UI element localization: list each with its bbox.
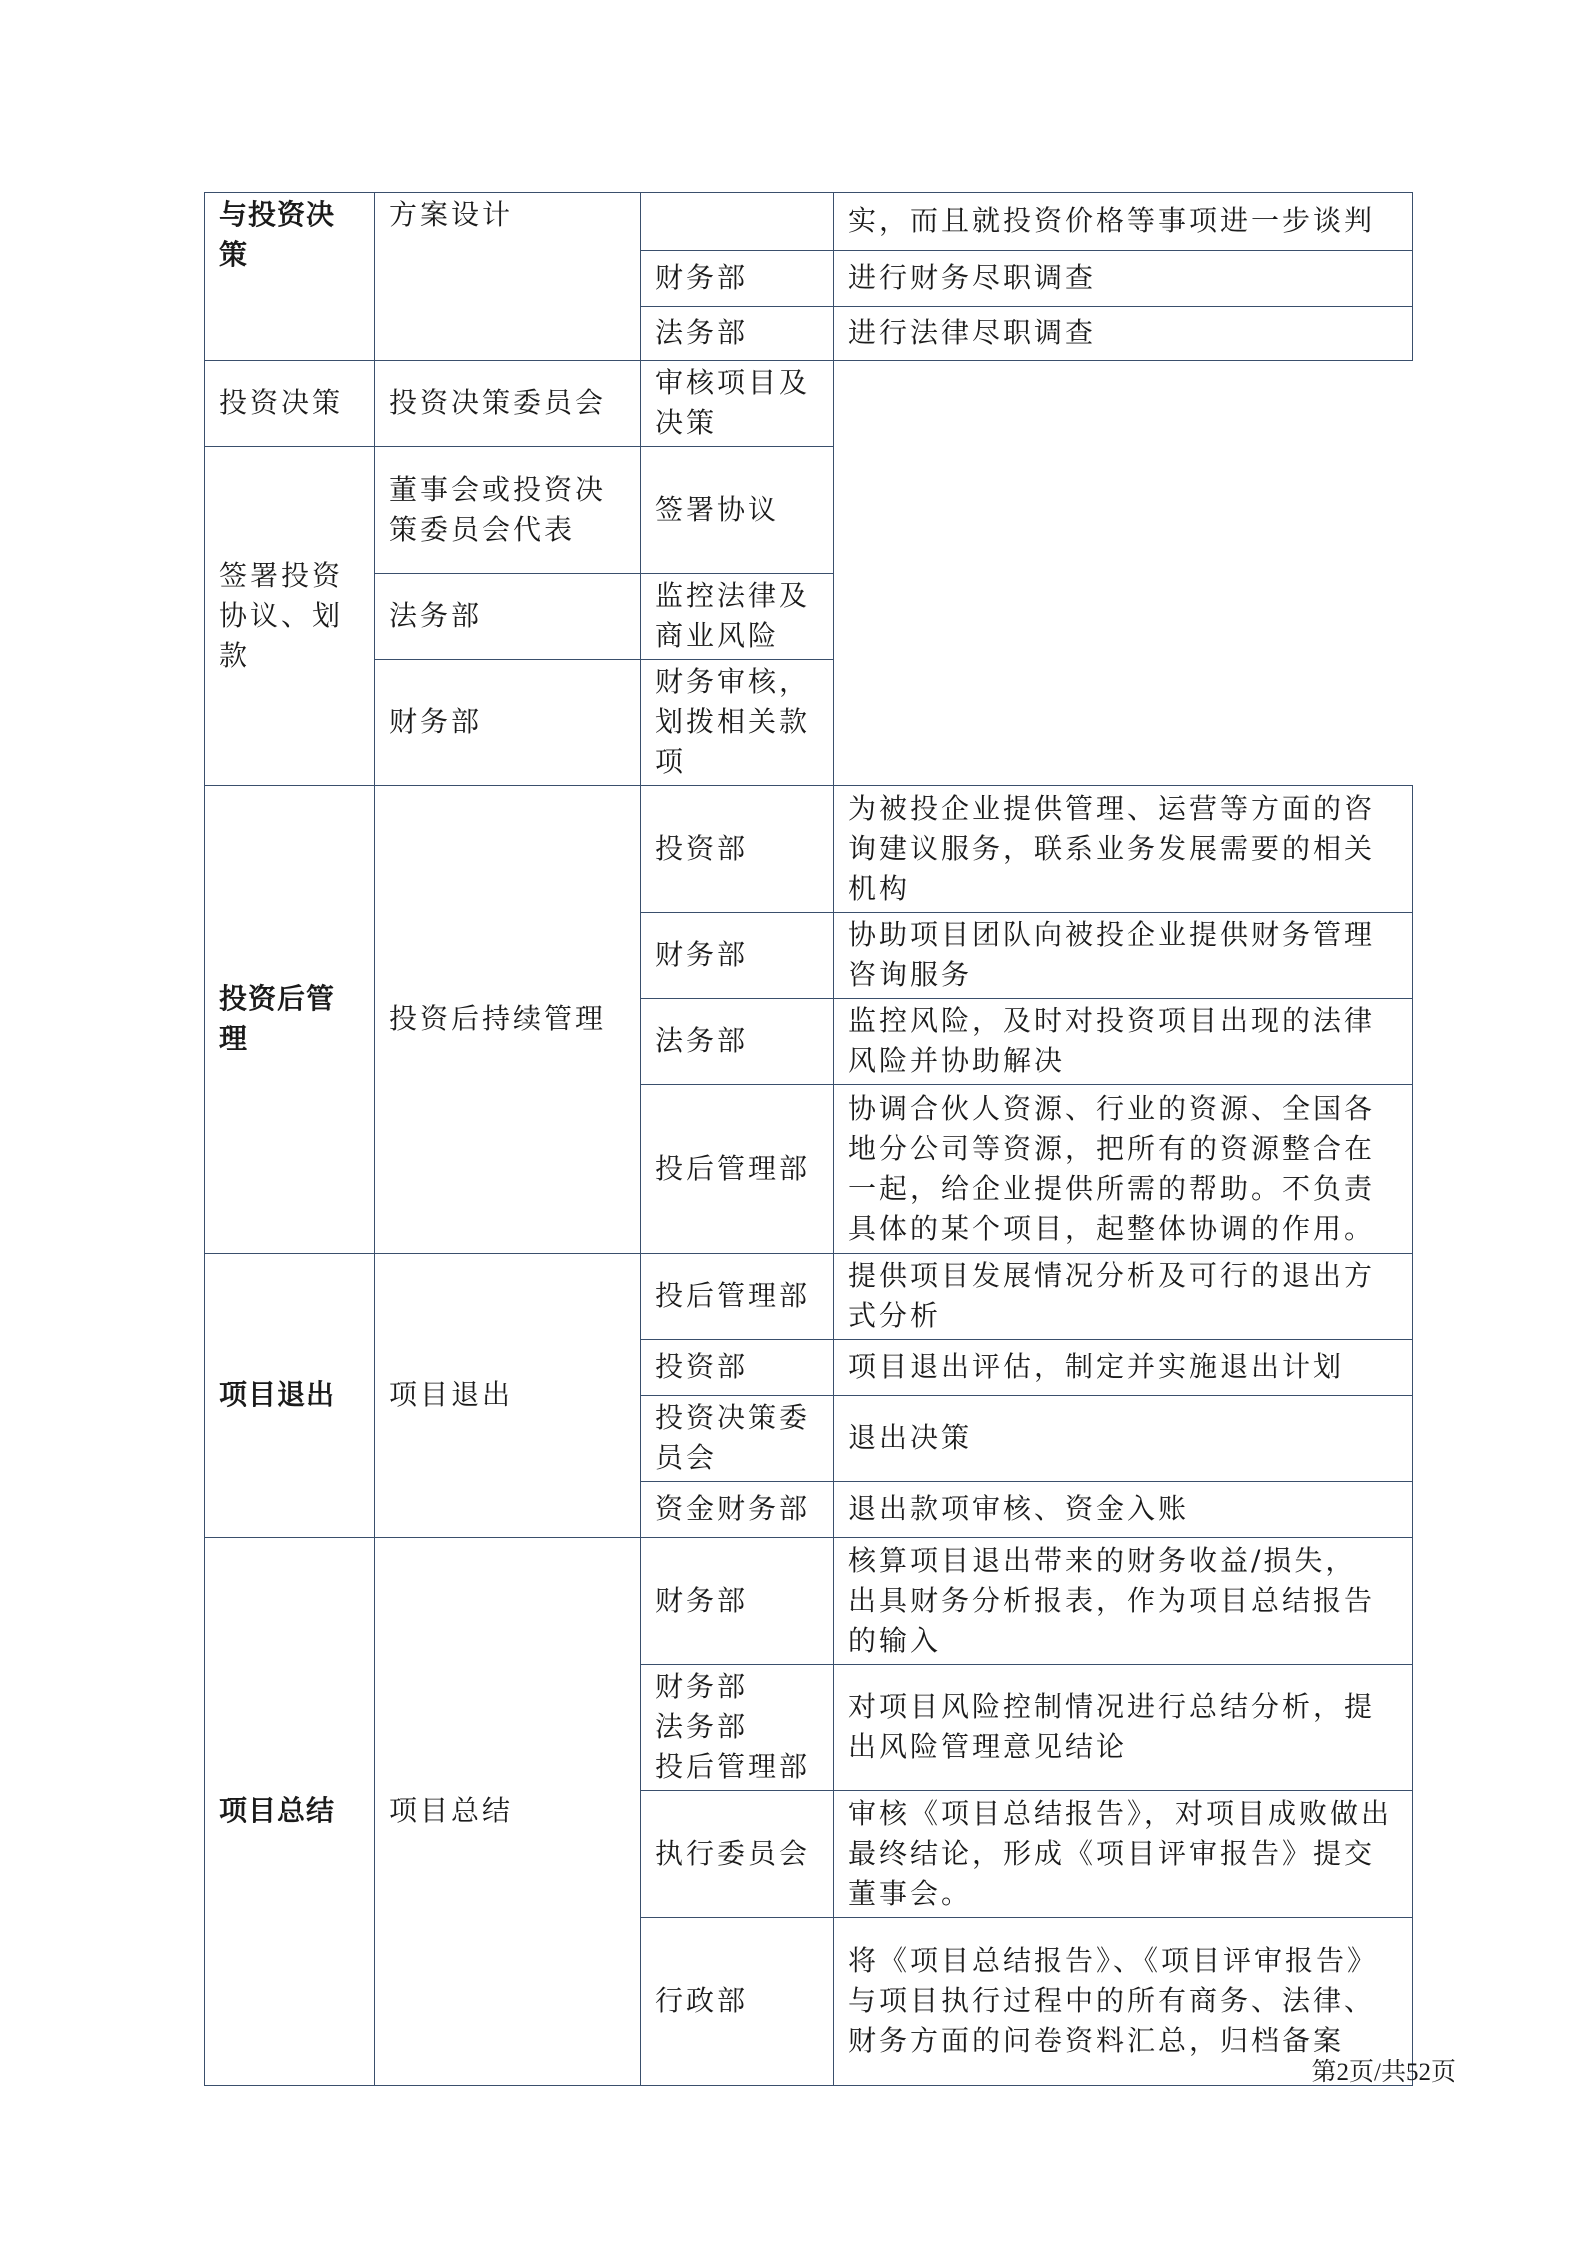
stage-cell: 项目退出 — [205, 1254, 375, 1538]
dept-cell: 投资决策委员会 — [641, 1396, 834, 1482]
desc-cell: 退出决策 — [834, 1396, 1413, 1482]
desc-cell: 财务审核，划拨相关款项 — [641, 660, 834, 786]
activity-cell: 投资决策 — [205, 361, 375, 447]
activity-cell: 项目退出 — [375, 1254, 641, 1538]
dept-cell: 法务部 — [641, 999, 834, 1085]
desc-cell: 退出款项审核、资金入账 — [834, 1482, 1413, 1538]
desc-cell: 协助项目团队向被投企业提供财务管理咨询服务 — [834, 913, 1413, 999]
desc-cell: 实，而且就投资价格等事项进一步谈判 — [834, 193, 1413, 251]
dept-cell: 法务部 — [641, 307, 834, 361]
dept-cell: 投后管理部 — [641, 1254, 834, 1340]
dept-cell — [641, 193, 834, 251]
dept-cell: 投资部 — [641, 1340, 834, 1396]
desc-cell: 项目退出评估，制定并实施退出计划 — [834, 1340, 1413, 1396]
dept-cell: 投资决策委员会 — [375, 361, 641, 447]
page-number: 第2页/共52页 — [1311, 2059, 1456, 2086]
table-row — [205, 786, 1413, 913]
desc-cell: 为被投企业提供管理、运营等方面的咨询建议服务，联系业务发展需要的相关机构 — [834, 786, 1413, 913]
table-row — [205, 1254, 1413, 1340]
desc-cell: 审核项目及决策 — [641, 361, 834, 447]
desc-cell: 提供项目发展情况分析及可行的退出方式分析 — [834, 1254, 1413, 1340]
table-row — [205, 193, 1413, 251]
desc-cell: 进行法律尽职调查 — [834, 307, 1413, 361]
dept-cell: 执行委员会 — [641, 1791, 834, 1918]
dept-cell: 法务部 — [375, 574, 641, 660]
desc-cell: 将《项目总结报告》、《项目评审报告》与项目执行过程中的所有商务、法律、财务方面的问卷资料汇总，归档备案 — [834, 1918, 1413, 2086]
desc-cell: 对项目风险控制情况进行总结分析，提出风险管理意见结论 — [834, 1665, 1413, 1791]
desc-cell: 协调合伙人资源、行业的资源、全国各地分公司等资源，把所有的资源整合在一起，给企业提供所需的帮助。不负责具体的某个项目，起整体协调的作用。 — [834, 1085, 1413, 1254]
dept-cell: 财务部 — [641, 251, 834, 307]
stage-cell: 与投资决策 — [205, 193, 375, 361]
desc-cell: 进行财务尽职调查 — [834, 251, 1413, 307]
dept-cell: 投资部 — [641, 786, 834, 913]
dept-cell: 财务部 法务部 投后管理部 — [641, 1665, 834, 1791]
activity-cell: 项目总结 — [375, 1538, 641, 2086]
table-row — [205, 361, 1413, 447]
process-table — [204, 192, 1413, 2086]
dept-cell: 财务部 — [641, 913, 834, 999]
dept-cell: 投后管理部 — [641, 1085, 834, 1254]
table-row — [205, 1538, 1413, 1665]
activity-cell: 投资后持续管理 — [375, 786, 641, 1254]
desc-cell: 核算项目退出带来的财务收益/损失， 出具财务分析报表，作为项目总结报告的输入 — [834, 1538, 1413, 1665]
stage-cell: 投资后管理 — [205, 786, 375, 1254]
desc-cell: 审核《项目总结报告》，对项目成败做出最终结论，形成《项目评审报告》提交董事会。 — [834, 1791, 1413, 1918]
dept-cell: 资金财务部 — [641, 1482, 834, 1538]
activity-cell: 方案设计 — [375, 193, 641, 361]
desc-cell: 签署协议 — [641, 447, 834, 574]
dept-cell: 行政部 — [641, 1918, 834, 2086]
desc-cell: 监控风险，及时对投资项目出现的法律风险并协助解决 — [834, 999, 1413, 1085]
dept-cell: 财务部 — [375, 660, 641, 786]
activity-cell: 签署投资协议、划款 — [205, 447, 375, 786]
dept-cell: 财务部 — [641, 1538, 834, 1665]
table-row — [205, 447, 1413, 574]
table-row — [205, 574, 1413, 660]
dept-cell: 董事会或投资决策委员会代表 — [375, 447, 641, 574]
stage-cell: 项目总结 — [205, 1538, 375, 2086]
table-row — [205, 660, 1413, 786]
desc-cell: 监控法律及商业风险 — [641, 574, 834, 660]
